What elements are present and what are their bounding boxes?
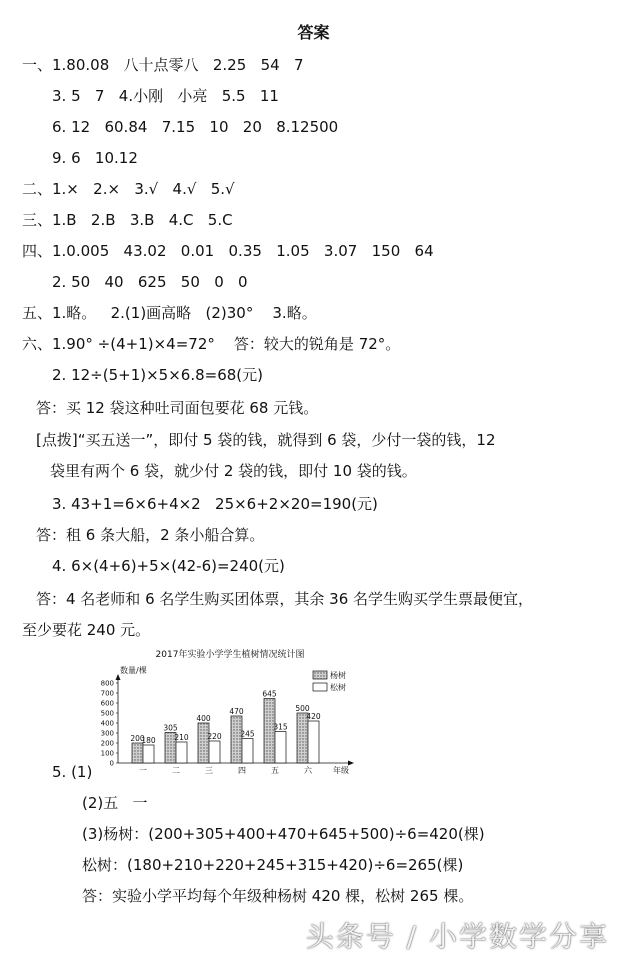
answer-line: 2. 12÷(5+1)×5×6.8=68(元) xyxy=(52,366,263,384)
y-tick-label: 200 xyxy=(100,739,114,748)
answer-line: (3)杨树：(200+305+400+470+645+500)÷6=420(棵) xyxy=(82,825,485,843)
legend-label: 松树 xyxy=(330,683,346,692)
answer-line: 6. 12 60.84 7.15 10 20 8.12500 xyxy=(52,118,339,136)
bar xyxy=(209,741,220,763)
x-axis-label: 年级 xyxy=(333,766,349,775)
bar xyxy=(143,745,154,763)
category-label: 一 xyxy=(139,766,147,775)
answer-line: 二、1.× 2.× 3.√ 4.√ 5.√ xyxy=(22,180,235,198)
data-label: 315 xyxy=(273,722,288,732)
data-label: 210 xyxy=(174,733,189,742)
answer-line: 答：4 名老师和 6 名学生购买团体票，其余 36 名学生购买学生票最便宜， xyxy=(36,590,534,608)
data-label: 400 xyxy=(196,714,211,723)
answer-line: 六、1.90° ÷(4+1)×4=72° 答：较大的锐角是 72°。 xyxy=(22,335,401,353)
category-label: 二 xyxy=(172,766,180,775)
answer-line: 3. 43+1=6×6+4×2 25×6+2×20=190(元) xyxy=(52,495,378,513)
answer-line: (2)五 一 xyxy=(82,794,148,812)
category-label: 五 xyxy=(271,766,279,775)
answer-line: 四、1.0.005 43.02 0.01 0.35 1.05 3.07 150 64 xyxy=(22,242,434,260)
data-label: 305 xyxy=(163,723,178,733)
data-label: 420 xyxy=(306,712,321,721)
y-tick-label: 600 xyxy=(100,699,114,708)
y-tick-label: 800 xyxy=(100,679,114,688)
data-label: 180 xyxy=(141,736,156,745)
bar xyxy=(198,723,209,763)
answer-line: 松树：(180+210+220+245+315+420)÷6=265(棵) xyxy=(82,856,464,874)
data-label: 220 xyxy=(207,732,222,741)
x-axis-arrow xyxy=(348,761,354,766)
answer-line: 3. 5 7 4.小刚 小亮 5.5 11 xyxy=(52,87,279,105)
answer-line: 答：实验小学平均每个年级种杨树 420 棵，松树 265 棵。 xyxy=(82,887,474,905)
data-label: 245 xyxy=(240,729,255,739)
data-label: 500 xyxy=(295,704,310,713)
y-axis-label: 数量/棵 xyxy=(120,666,147,675)
data-label: 200 xyxy=(130,734,145,743)
y-tick-label: 0 xyxy=(109,759,114,768)
answer-line: 5. (1) xyxy=(52,763,93,781)
answer-line: 一、1.80.08 八十点零八 2.25 54 7 xyxy=(22,56,304,74)
category-label: 三 xyxy=(205,766,213,775)
bar xyxy=(275,732,286,764)
answer-line: 至少要花 240 元。 xyxy=(22,621,151,639)
legend-swatch xyxy=(313,671,327,679)
answer-line: 答：租 6 条大船，2 条小船合算。 xyxy=(36,526,265,544)
chart-title: 2017年实验小学学生植树情况统计图 xyxy=(155,650,305,660)
data-label: 645 xyxy=(262,689,277,699)
watermark: 头条号 / 小学数学分享 xyxy=(305,920,609,953)
answer-line: 答：买 12 袋这种吐司面包要花 68 元钱。 xyxy=(36,399,319,417)
category-label: 四 xyxy=(238,766,246,775)
bar xyxy=(176,742,187,763)
legend-swatch xyxy=(313,683,327,691)
tree-planting-bar-chart xyxy=(80,645,380,780)
y-tick-label: 100 xyxy=(100,749,114,758)
answer-line: 4. 6×(4+6)+5×(42-6)=240(元) xyxy=(52,557,285,575)
answer-line: [点拨]“买五送一”，即付 5 袋的钱，就得到 6 袋，少付一袋的钱，12 xyxy=(36,431,496,449)
y-tick-label: 300 xyxy=(100,729,114,738)
answer-line: 五、1.略。 2.(1)画高略 (2)30° 3.略。 xyxy=(22,304,317,322)
y-tick-label: 400 xyxy=(100,719,114,728)
bar xyxy=(308,721,319,763)
legend-label: 杨树 xyxy=(330,671,346,680)
category-label: 六 xyxy=(304,766,312,775)
bar xyxy=(242,739,253,764)
answer-line: 袋里有两个 6 袋，就少付 2 袋的钱，即付 10 袋的钱。 xyxy=(50,462,417,480)
bar xyxy=(231,716,242,763)
bar xyxy=(132,743,143,763)
answer-line: 三、1.B 2.B 3.B 4.C 5.C xyxy=(22,211,233,229)
y-tick-label: 500 xyxy=(100,709,114,718)
answer-line: 9. 6 10.12 xyxy=(52,149,138,167)
y-tick-label: 700 xyxy=(100,689,114,698)
answer-line: 2. 50 40 625 50 0 0 xyxy=(52,273,248,291)
page-title: 答案 xyxy=(297,23,330,42)
data-label: 470 xyxy=(229,707,244,716)
